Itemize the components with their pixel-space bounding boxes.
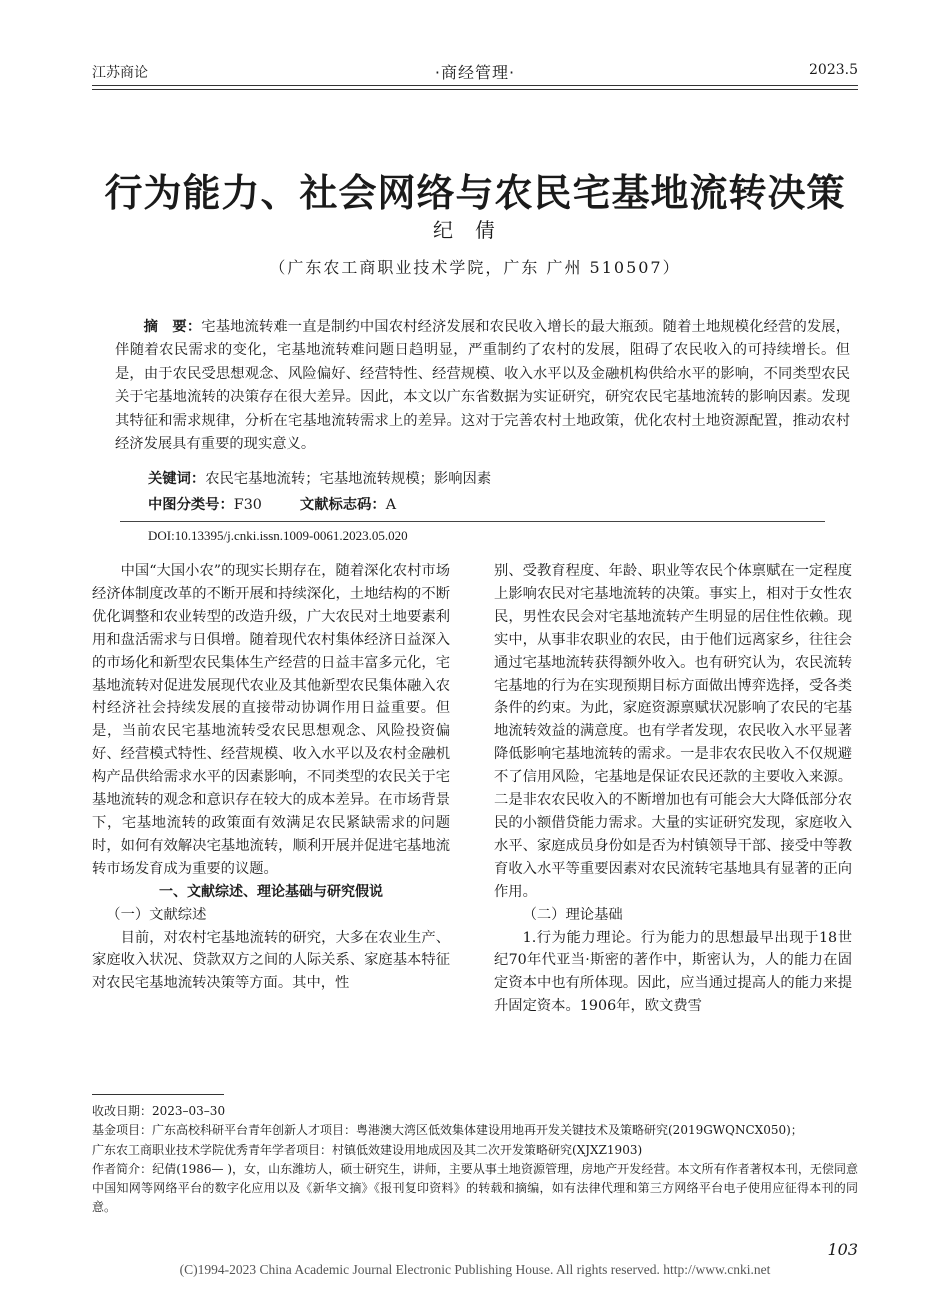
keywords-text: 农民宅基地流转；宅基地流转规模；影响因素 xyxy=(205,471,492,487)
subsection-heading: （一）文献综述 xyxy=(106,906,207,923)
author-bio: 作者简介：纪倩(1986— )，女，山东潍坊人，硕士研究生，讲师，主要从事土地资源管理，房地产开发经营。本文所有作者著权本刊，无偿同意中国知网等网络平台的数字化应用以及《新华文摘》《报刊复印资料》的转载和摘编，如有法律代理和第三方网络平台电子使用应征得本刊的同意。 xyxy=(92,1161,858,1215)
article-title: 行为能力、社会网络与农民宅基地流转决策 xyxy=(104,170,846,215)
page-number: 103 xyxy=(827,1240,858,1259)
clc-value: F30 xyxy=(233,497,262,513)
fund-project: 基金项目：广东高校科研平台青年创新人才项目：粤港澳大湾区低效集体建设用地再开发关键技术及策略研究(2019GWQNCX050)； xyxy=(92,1123,803,1138)
doi: DOI:10.13395/j.cnki.issn.1009-0061.2023.05.020 xyxy=(148,528,408,543)
section-heading: 一、文献综述、理论基础与研究假说 xyxy=(159,883,383,900)
doc-code-value: A xyxy=(385,497,397,513)
fund-project-cont: 广东农工商职业技术学院优秀青年学者项目：村镇低效建设用地成因及其二次开发策略研究(XJXZ1903) xyxy=(92,1142,643,1157)
header-rule-top xyxy=(92,85,858,86)
footnote-rule xyxy=(92,1094,224,1095)
article-author: 纪倩 xyxy=(433,218,517,242)
body-paragraph: 别、受教育程度、年龄、职业等农民个体禀赋在一定程度上影响农民对宅基地流转的决策。事实上，相对于女性农民，男性农民会对宅基地流转产生明显的居住性依赖。现实中，从事非农职业的农民，由于他们远离家乡，往往会通过宅基地流转获得额外收入。也有研究认为，农民流转宅基地的行为在实现预期目标方面做出博弈选择，受各类条件的约束。为此，家庭资源禀赋状况影响了农民的宅基地流转效益的满意度。也有学者发现，农民收入水平显著降低影响宅基地流转的需求。一是非农农民收入不仅规避不了信用风险，宅基地是保证农民还款的主要收入来源。二是非农农民收入的不断增加也有可能会大大降低部分农民的小额借贷能力需求。大量的实证研究发现，家庭收入水平、家庭成员身份如是否为村镇领导干部、接受中等教育收入水平等重要因素对农民流转宅基地具有显著的正向作用。 xyxy=(494,563,852,900)
footnotes xyxy=(92,1102,858,1218)
subsection-heading: （二）理论基础 xyxy=(522,906,623,923)
keywords-label: 关键词： xyxy=(148,471,206,487)
section-label: ·商经管理· xyxy=(434,63,516,82)
body-column-left xyxy=(92,560,450,995)
body-paragraph: 目前，对农村宅基地流转的研究，大多在农业生产、家庭收入状况、贷款双方之间的人际关系、家庭基本特征对农民宅基地流转决策等方面。其中，性 xyxy=(92,929,450,992)
classification-line xyxy=(148,494,396,514)
abstract xyxy=(115,316,850,456)
clc-label: 中图分类号： xyxy=(148,497,234,513)
issue-number: 2023.5 xyxy=(809,62,858,78)
keywords xyxy=(148,468,491,488)
journal-name: 江苏商论 xyxy=(92,65,148,81)
body-paragraph: 1.行为能力理论。行为能力的思想最早出现于18世纪70年代亚当·斯密的著作中，斯密认为，人的能力在固定资本中也有所体现。因此，应当通过提高人的能力来提升固定资本。1906年，欧文费雪 xyxy=(494,929,852,1015)
body-column-right xyxy=(494,560,852,1018)
header-rule-bottom xyxy=(92,89,858,90)
copyright-line: (C)1994-2023 China Academic Journal Electronic Publishing House. All rights reserved. http://www.cnki.net xyxy=(179,1262,771,1277)
abstract-divider xyxy=(120,521,825,522)
received-date: 收改日期：2023–03–30 xyxy=(92,1104,226,1118)
abstract-text: 宅基地流转难一直是制约中国农村经济发展和农民收入增长的最大瓶颈。随着土地规模化经营的发展，伴随着农民需求的变化，宅基地流转难问题日趋明显，严重制约了农村的发展，阻碍了农民收入的可持续增长。但是，由于农民受思想观念、风险偏好、经营特性、经营规模、收入水平以及金融机构供给水平的影响，不同类型农民关于宅基地流转的决策存在很大差异。因此，本文以广东省数据为实证研究，研究农民宅基地流转的影响因素。发现其特征和需求规律，分析在宅基地流转需求上的差异。这对于完善农村土地政策，优化农村土地资源配置，推动农村经济发展具有重要的现实意义。 xyxy=(115,319,851,453)
abstract-label: 摘 要： xyxy=(143,319,202,335)
body-paragraph: 中国“大国小农”的现实长期存在，随着深化农村市场经济体制度改革的不断开展和持续深化，土地结构的不断优化调整和农业转型的改造升级，广大农民对土地要素利用和盘活需求与日俱增。随着现代农村集体经济日益深入的市场化和新型农民集体生产经营的日益丰富多元化，宅基地流转对促进发展现代农业及其他新型农民集体融入农村经济社会持续发展的直接带动协调作用日益重要。但是，当前农民宅基地流转受农民思想观念、风险投资偏好、经营模式特性、经营规模、收入水平以及农村金融机构产品供给需求水平的因素影响，不同类型的农民关于宅基地流转的观念和意识存在较大的成本差异。在市场背景下，宅基地流转的政策面有效满足农民紧缺需求的问题时，如何有效解决宅基地流转，顺利开展并促进宅基地流转市场发育成为重要的议题。 xyxy=(92,563,450,877)
author-affiliation: （广东农工商职业技术学院，广东 广州 510507） xyxy=(269,258,681,277)
doc-code-label: 文献标志码： xyxy=(299,497,386,513)
